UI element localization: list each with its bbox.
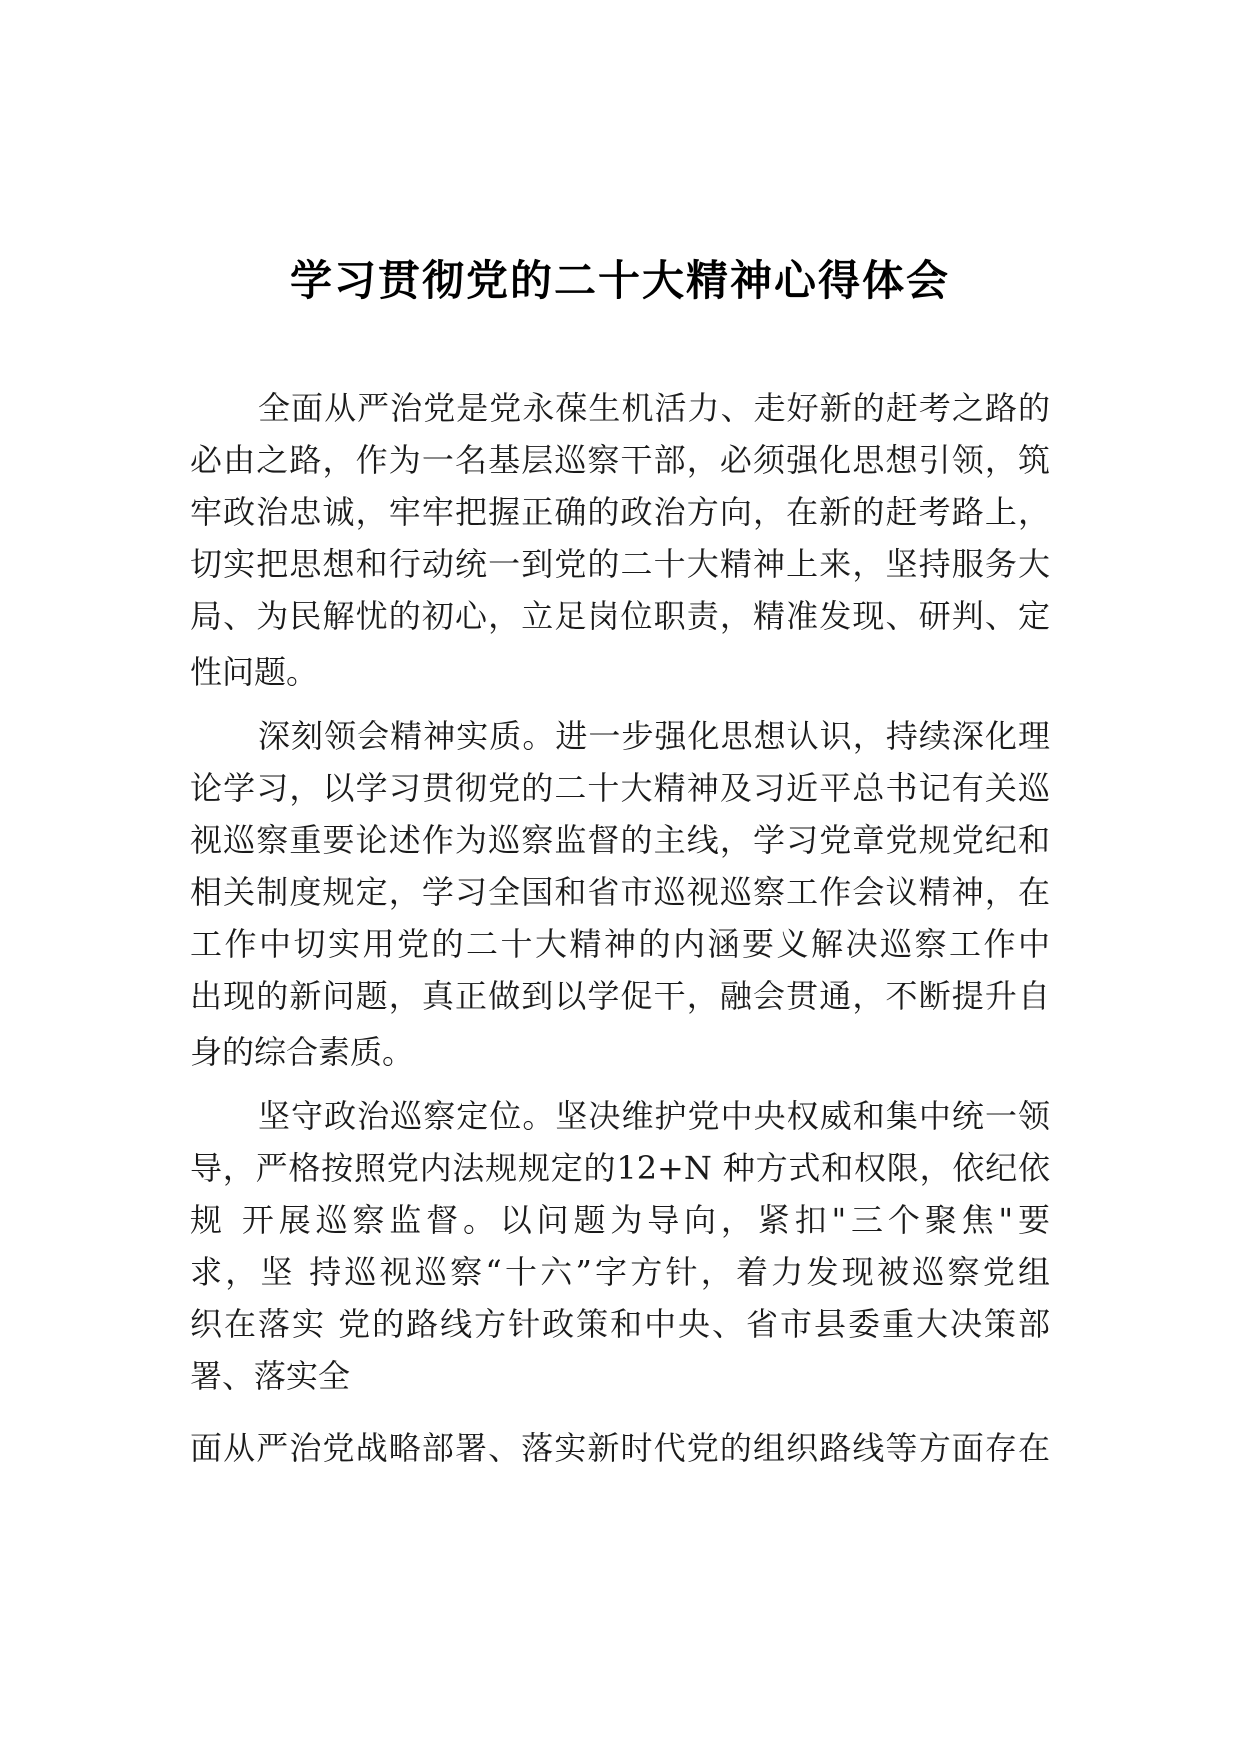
- text-line: 必由之路，作为一名基层巡察干部，必须强化思想引领，筑: [190, 441, 1050, 479]
- text-line: 织在落实 党的路线方针政策和中央、省市县委重大决策部: [190, 1305, 1050, 1343]
- text-line: 全面从严治党是党永葆生机活力、走好新的赶考之路的: [258, 389, 1050, 427]
- text-line: 身的综合素质。: [190, 1033, 415, 1071]
- text-line: 深刻领会精神实质。进一步强化思想认识，持续深化理: [258, 717, 1050, 755]
- text-line: 切实把思想和行动统一到党的二十大精神上来，坚持服务大: [190, 545, 1050, 583]
- text-line: 导，严格按照党内法规规定的12+N 种方式和权限，依纪依: [190, 1149, 1050, 1187]
- text-line: 相关制度规定，学习全国和省市巡视巡察工作会议精神，在: [190, 873, 1050, 911]
- text-line: 论学习，以学习贯彻党的二十大精神及习近平总书记有关巡: [190, 769, 1050, 807]
- text-line: 牢政治忠诚，牢牢把握正确的政治方向，在新的赶考路上，: [190, 493, 1050, 531]
- text-line: 局、为民解忧的初心，立足岗位职责，精准发现、研判、定: [190, 597, 1050, 635]
- text-line: 规 开展巡察监督。以问题为导向，紧扣"三个聚焦"要: [190, 1201, 1050, 1239]
- text-line: 求，坚 持巡视巡察“十六”字方针，着力发现被巡察党组: [190, 1253, 1050, 1291]
- text-line: 坚守政治巡察定位。坚决维护党中央权威和集中统一领: [258, 1097, 1050, 1135]
- text-line: 视巡察重要论述作为巡察监督的主线，学习党章党规党纪和: [190, 821, 1050, 859]
- text-line: 性问题。: [190, 653, 319, 691]
- text-line: 署、落实全: [190, 1357, 351, 1395]
- text-line: 工作中切实用党的二十大精神的内涵要义解决巡察工作中: [190, 925, 1050, 963]
- text-line: 出现的新问题，真正做到以学促干，融会贯通，不断提升自: [190, 977, 1050, 1015]
- document-title: 学习贯彻党的二十大精神心得体会: [289, 256, 950, 305]
- text-line: 面从严治党战略部署、落实新时代党的组织路线等方面存在: [190, 1429, 1050, 1467]
